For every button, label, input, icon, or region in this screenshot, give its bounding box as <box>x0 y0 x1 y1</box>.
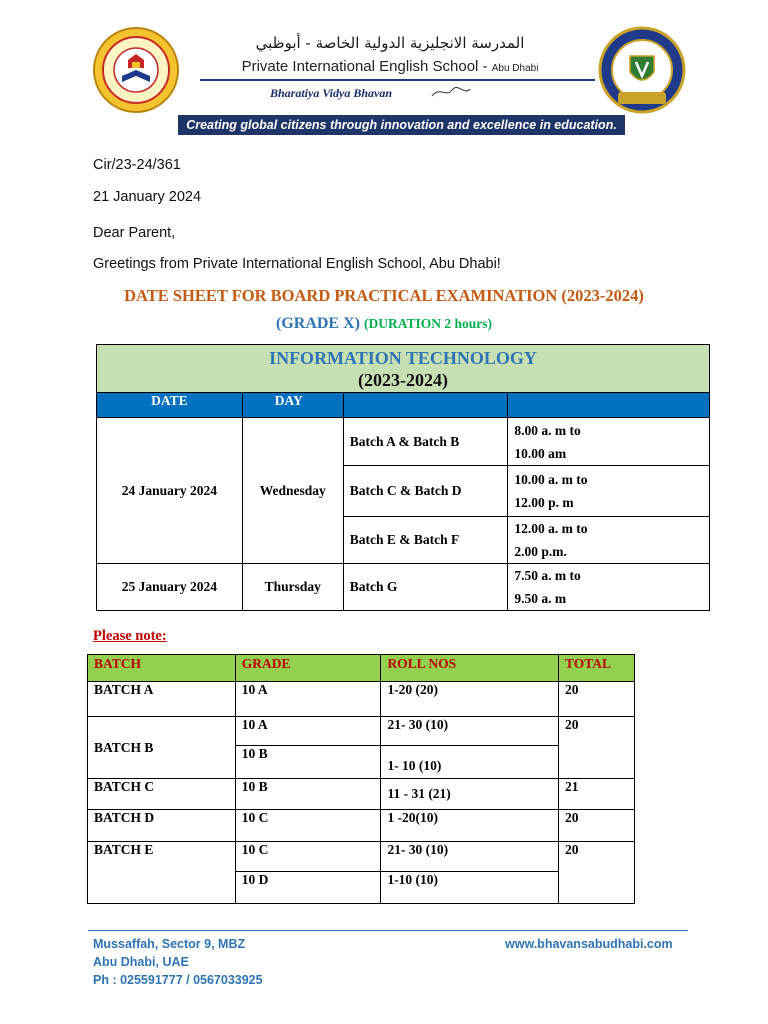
batch-name: BATCH B <box>88 717 236 779</box>
batch-grade: 10 D <box>235 872 381 904</box>
subject-year: (2023-2024) <box>358 369 448 390</box>
exam-batch: Batch E & Batch F <box>343 517 508 564</box>
exam-time-end: 2.00 p.m. <box>514 544 567 559</box>
batch-roll-nos: 21- 30 (10) <box>381 717 559 746</box>
exam-time-start: 12.00 a. m to <box>514 521 588 536</box>
school-name-english-text: Private International English School - <box>241 58 488 75</box>
batch-grade: 10 A <box>235 682 381 717</box>
exam-day: Thursday <box>242 564 343 611</box>
exam-time-end: 9.50 a. m <box>514 591 567 606</box>
exam-date: 24 January 2024 <box>97 418 243 564</box>
batch-roll-nos: 11 - 31 (21) <box>381 779 559 810</box>
batch-name: BATCH D <box>88 810 236 842</box>
col-header-time <box>508 393 710 418</box>
exam-time-end: 10.00 am <box>514 445 567 461</box>
exam-time <box>508 517 710 564</box>
batch-allocation-table <box>87 654 635 904</box>
subject-name: INFORMATION TECHNOLOGY <box>269 347 537 368</box>
exam-schedule-table <box>96 344 710 611</box>
exam-time-start: 7.50 a. m to <box>514 568 581 583</box>
exam-time <box>508 466 710 517</box>
footer-website-link[interactable]: www.bhavansabudhabi.com <box>505 937 673 951</box>
exam-batch: Batch G <box>343 564 508 611</box>
exam-time-end: 12.00 p. m <box>514 495 574 510</box>
col-header-grade: GRADE <box>235 655 381 682</box>
exam-batch: Batch C & Batch D <box>343 466 508 517</box>
exam-header-row <box>97 393 710 418</box>
col-header-day: DAY <box>242 393 343 418</box>
date-sheet-title: DATE SHEET FOR BOARD PRACTICAL EXAMINATION (2023-2024) <box>124 286 644 305</box>
batch-name: BATCH A <box>88 682 236 717</box>
batch-total: 21 <box>559 779 635 810</box>
exam-time <box>508 564 710 611</box>
batch-roll-nos: 1-10 (10) <box>381 872 559 904</box>
col-header-total: TOTAL <box>559 655 635 682</box>
letter-date: 21 January 2024 <box>93 189 202 205</box>
table-row <box>88 842 635 872</box>
batch-total: 20 <box>559 842 635 904</box>
please-note-heading: Please note: <box>93 628 167 644</box>
exam-batch: Batch A & Batch B <box>343 418 508 466</box>
footer-divider <box>88 930 688 931</box>
table-row <box>88 810 635 842</box>
col-header-batch <box>343 393 508 418</box>
greeting: Greetings from Private International English School, Abu Dhabi! <box>93 256 501 272</box>
grade-duration-line <box>0 315 768 333</box>
motto-banner: Creating global citizens through innovation and excellence in education. <box>178 115 625 135</box>
bhavan-name: Bharatiya Vidya Bhavan <box>270 86 393 100</box>
exam-date: 25 January 2024 <box>97 564 243 611</box>
batch-name: BATCH E <box>88 842 236 904</box>
exam-row <box>97 564 710 611</box>
exam-time-start: 8.00 a. m to <box>514 422 581 438</box>
batch-roll-nos: 1-20 (20) <box>381 682 559 717</box>
batch-name: BATCH C <box>88 779 236 810</box>
batch-total: 20 <box>559 682 635 717</box>
header-divider <box>200 79 595 81</box>
table-row <box>88 717 635 746</box>
col-header-roll-nos: ROLL NOS <box>381 655 559 682</box>
batch-grade: 10 C <box>235 810 381 842</box>
batch-grade: 10 A <box>235 717 381 746</box>
school-city: Abu Dhabi <box>491 63 539 74</box>
footer-phone: Ph : 025591777 / 0567033925 <box>93 973 263 987</box>
exam-time <box>508 418 710 466</box>
footer-address-line-2: Abu Dhabi, UAE <box>93 955 189 969</box>
exam-day: Wednesday <box>242 418 343 564</box>
exam-row <box>97 418 710 466</box>
table-row <box>88 779 635 810</box>
footer-address-line-1: Mussaffah, Sector 9, MBZ <box>93 937 246 951</box>
signature-mark <box>430 84 520 103</box>
school-logo-left <box>92 26 180 114</box>
note-header-row <box>88 655 635 682</box>
batch-total: 20 <box>559 717 635 779</box>
school-name-arabic: المدرسة الانجليزية الدولية الخاصة - أبوظبي <box>255 34 525 52</box>
exam-time-start: 10.00 a. m to <box>514 472 588 487</box>
circular-reference: Cir/23-24/361 <box>93 157 181 173</box>
batch-roll-nos: 1- 10 (10) <box>381 746 559 779</box>
batch-roll-nos: 1 -20(10) <box>381 810 559 842</box>
table-row <box>88 682 635 717</box>
batch-grade: 10 B <box>235 746 381 779</box>
batch-roll-nos: 21- 30 (10) <box>381 842 559 872</box>
duration-label: (DURATION 2 hours) <box>363 316 492 331</box>
col-header-date: DATE <box>97 393 243 418</box>
batch-total: 20 <box>559 810 635 842</box>
school-logo-right <box>598 26 686 114</box>
grade-label: (GRADE X) <box>275 315 360 332</box>
col-header-batch: BATCH <box>88 655 236 682</box>
batch-grade: 10 B <box>235 779 381 810</box>
batch-grade: 10 C <box>235 842 381 872</box>
subject-title-cell <box>97 345 710 393</box>
school-name-english <box>200 58 580 75</box>
salutation: Dear Parent, <box>93 225 176 241</box>
